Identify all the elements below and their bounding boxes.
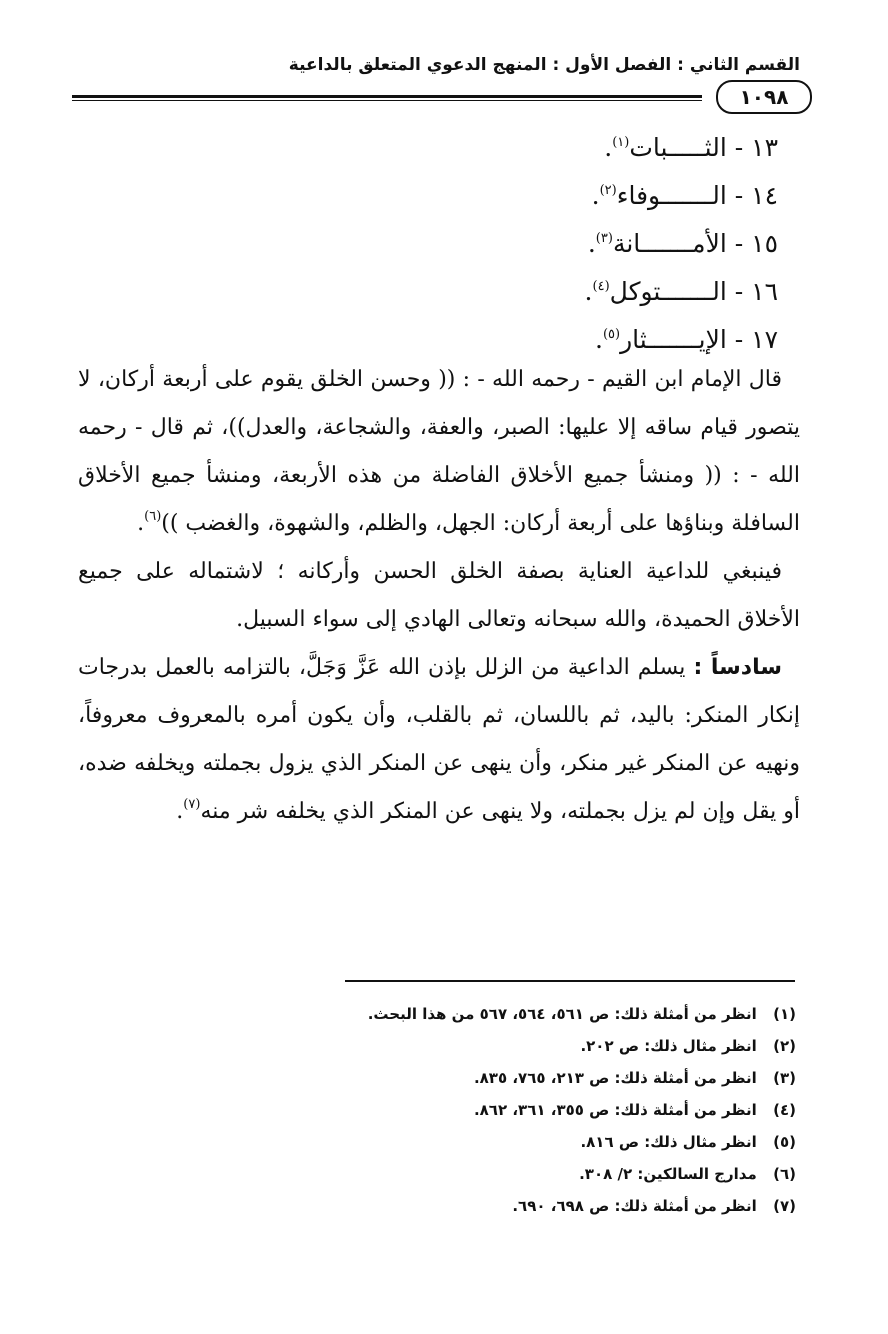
header-rule xyxy=(72,95,702,101)
footnote xyxy=(236,1062,796,1094)
footnote-ref: (٤) xyxy=(592,279,610,294)
list-item-text: الـــــــتوكل xyxy=(609,277,727,306)
list-item-number: ١٣ - xyxy=(734,133,778,162)
footnote-number: (٣) xyxy=(773,1069,796,1087)
list-item-text: الإيـــــــثار xyxy=(620,325,727,354)
footnote-text: مدارج السالكين: ٢/ ٣٠٨. xyxy=(579,1165,757,1183)
footnotes xyxy=(236,998,796,1222)
footnote-ref: (١) xyxy=(612,135,630,150)
paragraph-text: يسلم الداعية من الزلل بإذن الله عَزَّ وَجَلَّ، بالتزامه بالعمل بدرجات إنكار المنكر: باليد، ثم باللسان، ثم بالقلب، وأن يكون أمره بالمعروف معروفاً، ونهيه عن المنكر غير منكر، وأن ينهى عن المنكر الذي يزول بجملته ويخلفه ضده، أو يقل وإن لم يزل بجملته، ولا ينهى عن المنكر الذي يخلفه شر منه xyxy=(78,655,800,824)
list-item-text: الثـــــبات xyxy=(629,133,727,162)
footnote-text: انظر مثال ذلك: ص ٢٠٢. xyxy=(580,1037,757,1055)
footnote-text: انظر من أمثلة ذلك: ص ٦٩٨، ٦٩٠. xyxy=(512,1197,757,1215)
footnote-number: (٤) xyxy=(773,1101,796,1119)
footnote-ref: (٣) xyxy=(595,231,613,246)
footnote-text: انظر من أمثلة ذلك: ص ٣٥٥، ٣٦١، ٨٦٢. xyxy=(473,1101,757,1119)
paragraph-text: فينبغي للداعية العناية بصفة الخلق الحسن وأركانه ؛ لاشتماله على جميع الأخلاق الحميدة، والله سبحانه وتعالى الهادي إلى سواء السبيل. xyxy=(78,559,800,632)
running-header: القسم الثاني : الفصل الأول : المنهج الدعوي المتعلق بالداعية xyxy=(288,55,800,75)
footnote xyxy=(236,1030,796,1062)
list-item-text: الـــــــوفاء xyxy=(616,181,727,210)
list-item-text: الأمـــــــانة xyxy=(612,229,727,258)
footnote xyxy=(236,1190,796,1222)
footnote-number: (٥) xyxy=(773,1133,796,1151)
footnote-text: انظر من أمثلة ذلك: ص ٥٦١، ٥٦٤، ٥٦٧ من هذا البحث. xyxy=(367,1005,757,1023)
footnote-number: (٢) xyxy=(773,1037,796,1055)
footnote-ref: (٧) xyxy=(183,797,201,812)
list-item: ١٣ - الثـــــبات$^{(١)}$. xyxy=(458,124,778,172)
list-item: ١٥ - الأمـــــــانة$^{(٣)}$. xyxy=(458,220,778,268)
list-item: ١٤ - الـــــــوفاء$^{(٢)}$. xyxy=(458,172,778,220)
list-item-number: ١٧ - xyxy=(734,325,778,354)
list-item-number: ١٥ - xyxy=(734,229,778,258)
footnote xyxy=(236,1126,796,1158)
point-label: سادساً : xyxy=(693,655,782,680)
footnote xyxy=(236,998,796,1030)
footnote-number: (٦) xyxy=(773,1165,796,1183)
virtues-list xyxy=(458,124,778,364)
footnote-separator xyxy=(345,980,795,982)
footnote-ref: (٦) xyxy=(144,509,162,524)
list-item: ١٧ - الإيـــــــثار$^{(٥)}$. xyxy=(458,316,778,364)
paragraph-conclusion xyxy=(78,548,800,644)
footnote-ref: (٥) xyxy=(602,327,621,342)
footnote xyxy=(236,1158,796,1190)
footnote-number: (٧) xyxy=(773,1197,796,1215)
list-item: ١٦ - الـــــــتوكل$^{(٤)}$. xyxy=(458,268,778,316)
paragraph-ibn-qayyim-quote: قال الإمام ابن القيم - رحمه الله - : (( وحسن الخلق يقوم على أربعة أركان، لا يتصور قيام ساقه إلا عليها: الصبر، والعفة، والشجاعة، والعدل))، ثم قال - رحمه الله - : (( ومنشأ جميع الأخلاق الفاضلة من هذه الأربعة، ومنشأ جميع الأخلاق السافلة وبناؤها على أربعة أركان: الجهل، والظلم، والشهوة، والغضب ))$^{(٦)}$. xyxy=(78,367,800,536)
footnote-ref: (٢) xyxy=(599,183,617,198)
list-item-number: ١٤ - xyxy=(734,181,778,210)
page-number-badge: ١٠٩٨ xyxy=(716,80,812,114)
footnote xyxy=(236,1094,796,1126)
list-item-number: ١٦ - xyxy=(734,277,778,306)
footnote-text: انظر من أمثلة ذلك: ص ٢١٣، ٧٦٥، ٨٣٥. xyxy=(473,1069,757,1087)
paragraph-text: قال الإمام ابن القيم - رحمه الله - : (( وحسن الخلق يقوم على أربعة أركان، لا يتصور قيام ساقه إلا عليها: الصبر، والعفة، والشجاعة، والعدل))، ثم قال - رحمه الله - : (( ومنشأ جميع الأخلاق الفاضلة من هذه الأربعة، ومنشأ جميع الأخلاق السافلة وبناؤها على أربعة أركان: الجهل، والظلم، والشهوة، والغضب )) xyxy=(78,367,800,536)
body-text xyxy=(78,356,800,836)
paragraph-sixth-point: سادساً : يسلم الداعية من الزلل بإذن الله عَزَّ وَجَلَّ، بالتزامه بالعمل بدرجات إنكار المنكر: باليد، ثم باللسان، ثم بالقلب، وأن يكون أمره بالمعروف معروفاً، ونهيه عن المنكر غير منكر، وأن ينهى عن المنكر الذي يزول بجملته ويخلفه ضده، أو يقل وإن لم يزل بجملته، ولا ينهى عن المنكر الذي يخلفه شر منه$^{(٧)}$. xyxy=(78,655,800,824)
footnote-text: انظر مثال ذلك: ص ٨١٦. xyxy=(580,1133,757,1151)
footnote-number: (١) xyxy=(773,1005,796,1023)
